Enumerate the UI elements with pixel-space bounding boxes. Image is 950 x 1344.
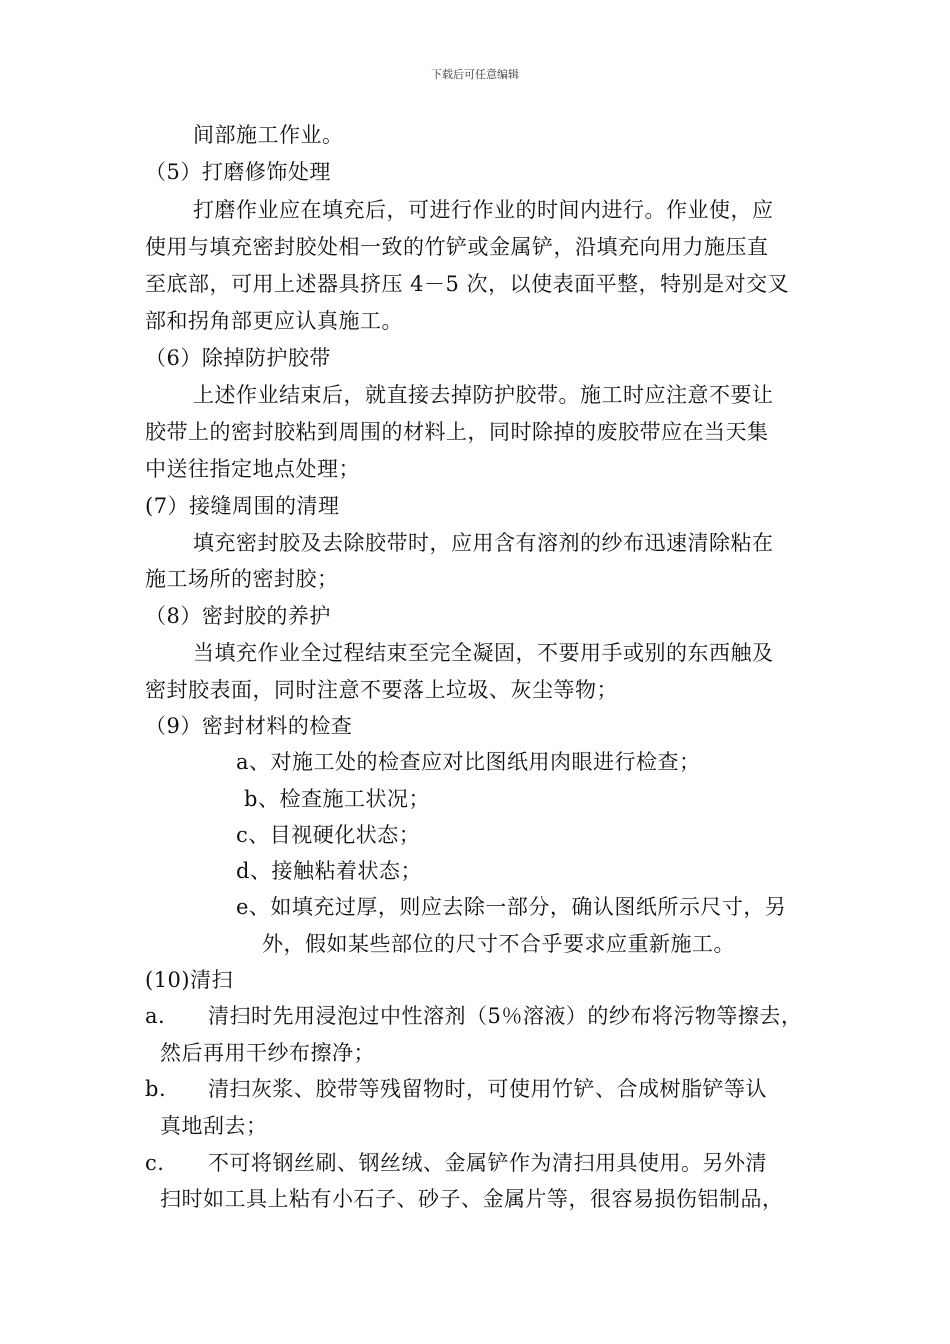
text-line: 不可将钢丝刷、钢丝绒、金属铲作为清扫用具使用。另外清 — [208, 1151, 767, 1175]
text-line: 真地刮去； — [160, 1114, 268, 1138]
section-heading-7: (7）接缝周围的清理 — [145, 494, 340, 518]
text-line: 当填充作业全过程结束至完全凝固，不要用手或别的东西触及 — [193, 641, 774, 665]
text-line: 密封胶表面，同时注意不要落上垃圾、灰尘等物； — [145, 678, 618, 702]
text-line: 至底部，可用上述器具挤压 4－5 次，以使表面平整，特别是对交叉 — [145, 272, 790, 296]
section-heading-5: （5）打磨修饰处理 — [145, 160, 331, 184]
marker-a: a. — [145, 1004, 166, 1028]
text-line: 间部施工作业。 — [193, 123, 344, 147]
text-line: 部和拐角部更应认真施工。 — [145, 309, 403, 333]
text-line: 施工场所的密封胶； — [145, 567, 339, 591]
list-item-e: e、如填充过厚，则应去除一部分，确认图纸所示尺寸，另 — [236, 895, 787, 919]
text-line: 上述作业结束后，就直接去掉防护胶带。施工时应注意不要让 — [193, 383, 774, 407]
text-line: 外，假如某些部位的尺寸不合乎要求应重新施工。 — [262, 932, 735, 956]
page-header: 下载后可任意编辑 — [431, 68, 519, 81]
list-item-a: a、对施工处的检查应对比图纸用肉眼进行检查； — [236, 750, 701, 774]
section-heading-10: (10)清扫 — [145, 968, 234, 992]
section-heading-8: （8）密封胶的养护 — [145, 604, 331, 628]
text-line: 清扫灰浆、胶带等残留物时，可使用竹铲、合成树脂铲等认 — [208, 1077, 767, 1101]
marker-b: b. — [145, 1077, 167, 1101]
list-item-b: b、检查施工状况； — [244, 787, 430, 811]
section-heading-6: （6）除掉防护胶带 — [145, 346, 331, 370]
section-heading-9: （9）密封材料的检查 — [145, 714, 353, 738]
text-line: 使用与填充密封胶处相一致的竹铲或金属铲，沿填充向用力施压直 — [145, 235, 769, 259]
marker-c: c. — [145, 1151, 165, 1175]
text-line: 打磨作业应在填充后，可进行作业的时间内进行。作业使，应 — [193, 198, 774, 222]
text-line: 填充密封胶及去除胶带时，应用含有溶剂的纱布迅速清除粘在 — [193, 531, 774, 555]
list-item-d: d、接触粘着状态； — [236, 859, 422, 883]
text-line: 中送往指定地点处理； — [145, 457, 360, 481]
text-line: 胶带上的密封胶粘到周围的材料上，同时除掉的废胶带应在当天集 — [145, 420, 769, 444]
text-line: 然后再用干纱布擦净； — [160, 1041, 375, 1065]
list-item-c: c、目视硬化状态； — [236, 823, 421, 847]
text-line: 扫时如工具上粘有小石子、砂子、金属片等，很容易损伤铝制品， — [160, 1187, 784, 1211]
text-line: 清扫时先用浸泡过中性溶剂（5％溶液）的纱布将污物等擦去， — [208, 1004, 803, 1028]
